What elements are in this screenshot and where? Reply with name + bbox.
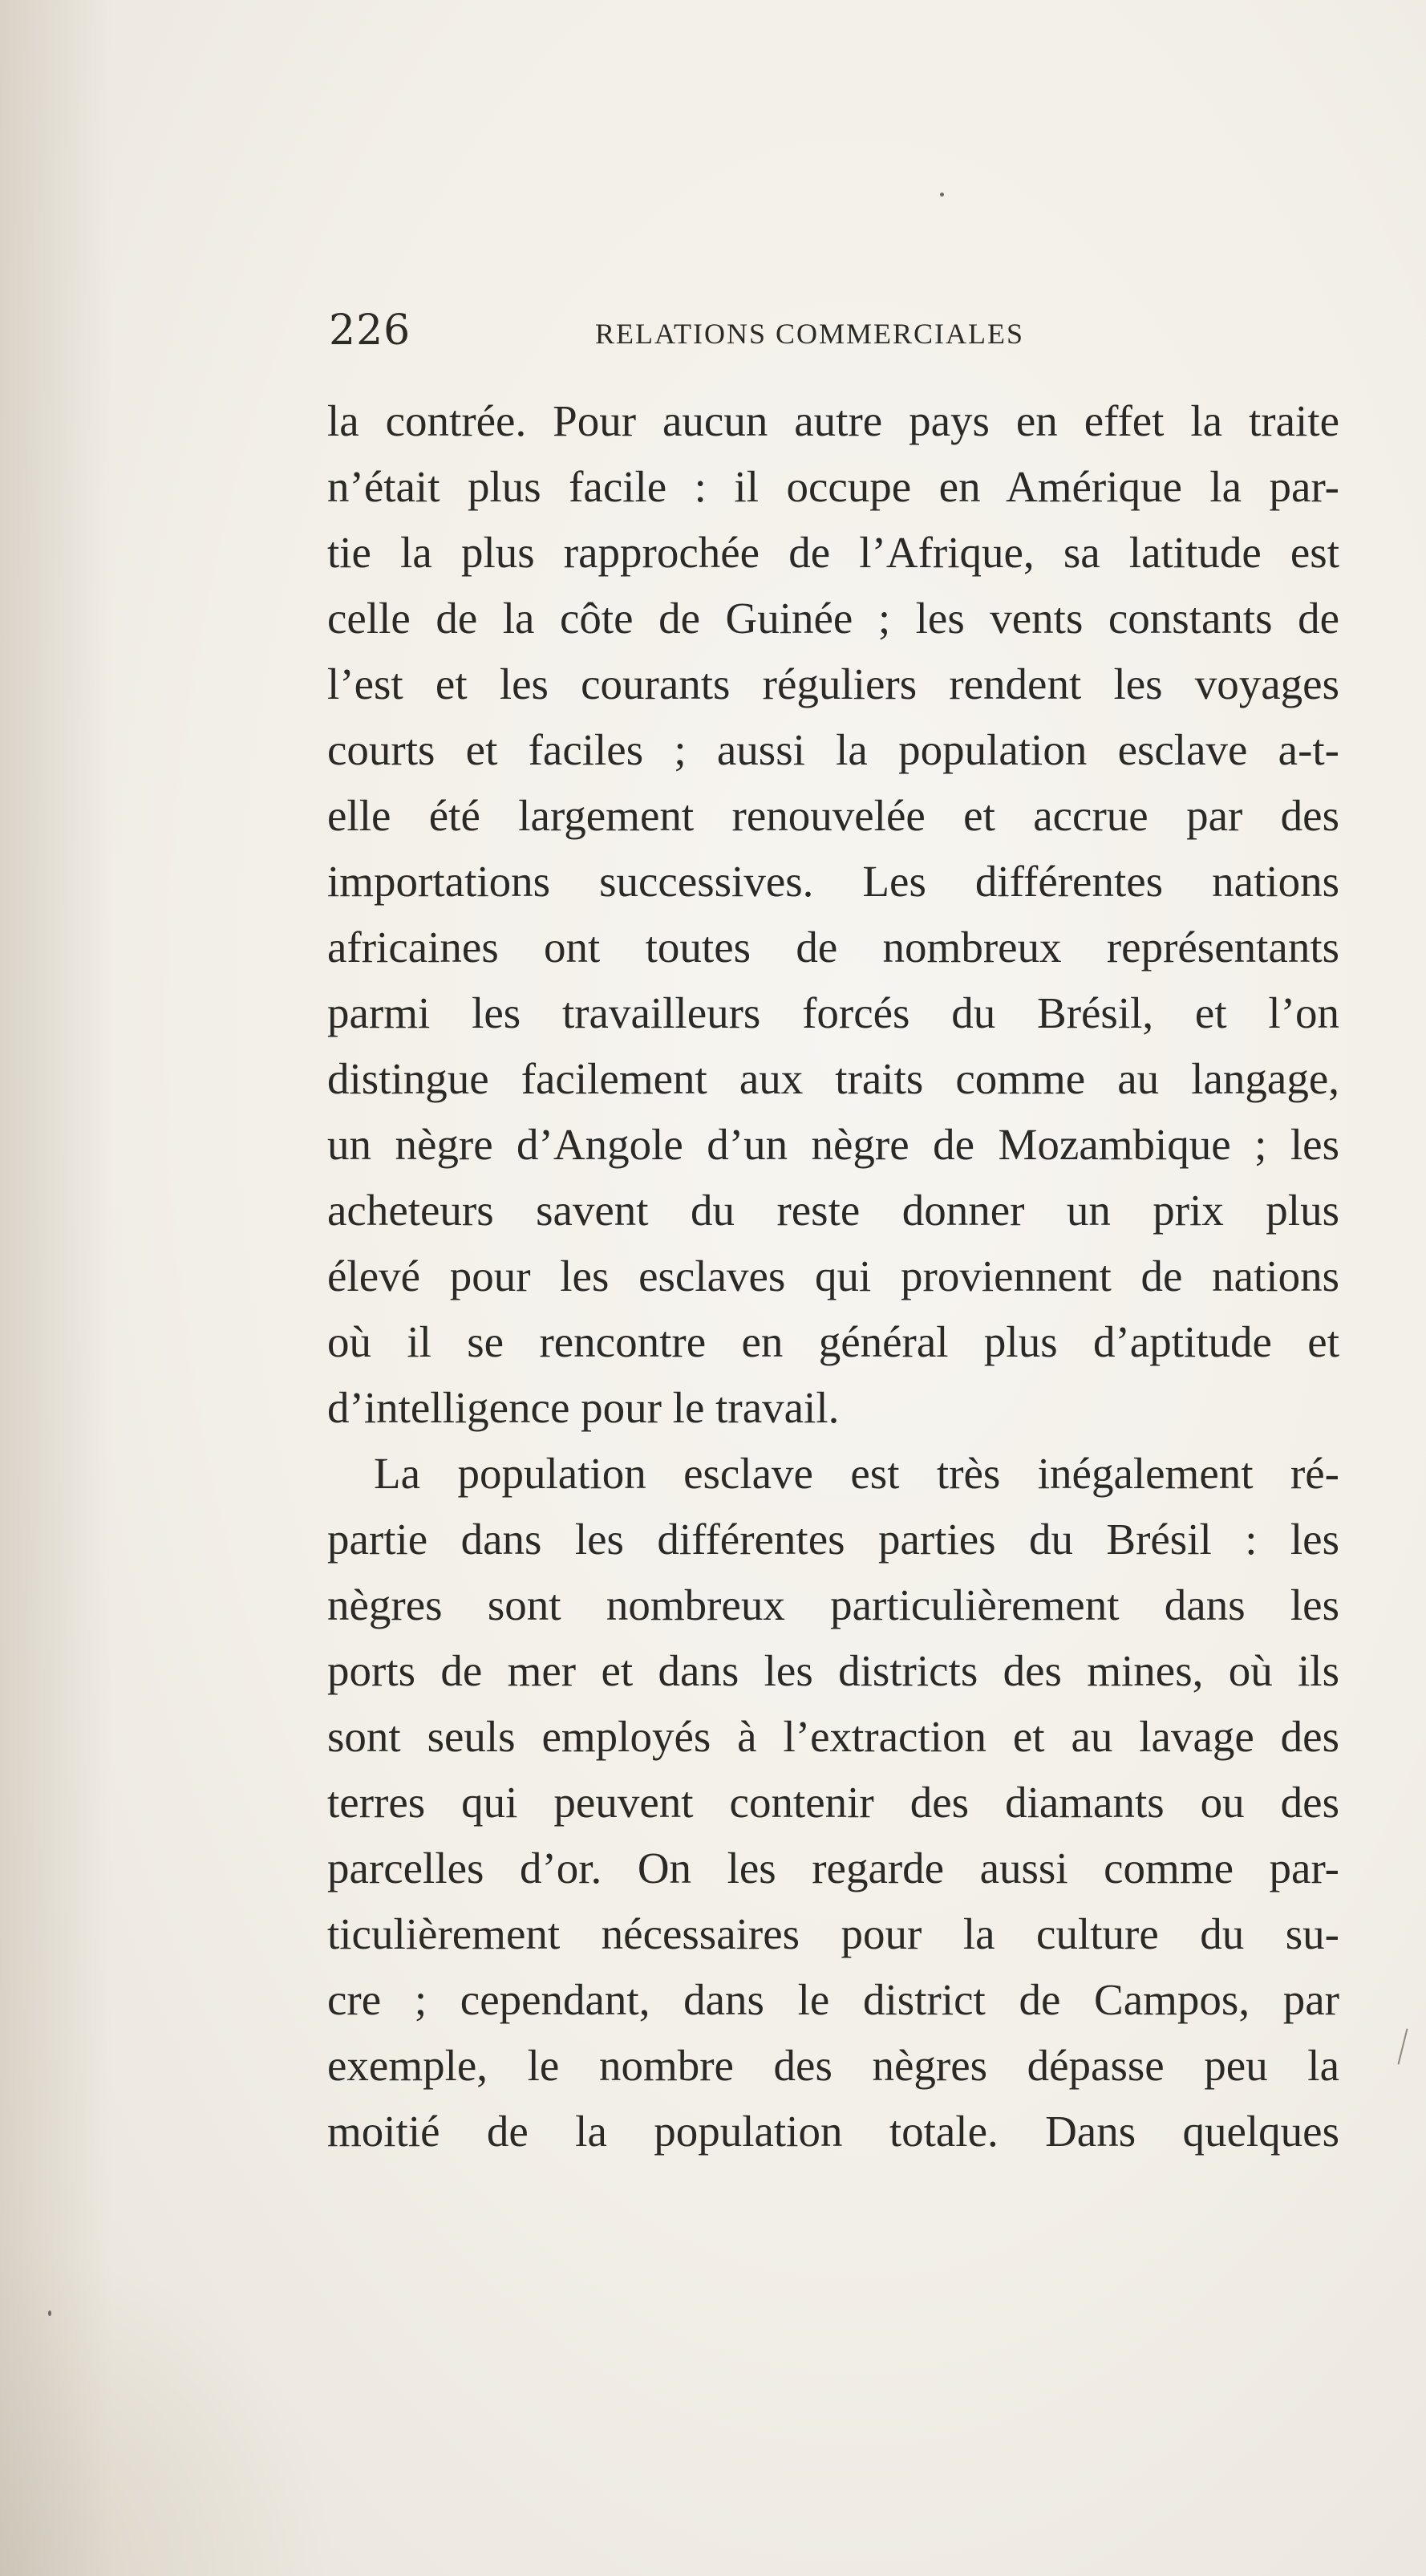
text-line: courts et faciles ; aussi la population esclave a-t- [327, 725, 1339, 774]
text-line: partie dans les différentes parties du Brésil : les [327, 1515, 1339, 1564]
text-line: un nègre d’Angole d’un nègre de Mozambique ; les [327, 1120, 1339, 1169]
pencil-mark [1397, 2028, 1408, 2064]
ink-speck [48, 2310, 51, 2316]
text-line: acheteurs savent du reste donner un prix plus [327, 1186, 1339, 1235]
text-line: d’intelligence pour le travail. [327, 1383, 840, 1432]
text-line: moitié de la population totale. Dans quelques [327, 2107, 1339, 2156]
text-line: où il se rencontre en général plus d’aptitude et [327, 1317, 1339, 1366]
paper-stain [0, 2239, 337, 2576]
text-line: n’était plus facile : il occupe en Amérique la par- [327, 462, 1339, 511]
text-line: parmi les travailleurs forcés du Brésil, et l’on [327, 988, 1339, 1037]
page-number: 226 [329, 306, 411, 355]
text-line: exemple, le nombre des nègres dépasse peu la [327, 2041, 1339, 2090]
text-line: nègres sont nombreux particulièrement dans les [327, 1580, 1339, 1629]
text-line: celle de la côte de Guinée ; les vents constants de [327, 594, 1339, 643]
text-line: terres qui peuvent contenir des diamants ou des [327, 1778, 1339, 1827]
ink-speck [940, 193, 944, 197]
text-line-content: La population esclave est très inégalement ré- [374, 1449, 1339, 1498]
text-line [327, 1441, 1339, 1507]
text-line: tie la plus rapprochée de l’Afrique, sa latitude est [327, 528, 1339, 577]
text-line: cre ; cependant, dans le district de Campos, par [327, 1975, 1339, 2024]
text-line: africaines ont toutes de nombreux représentants [327, 923, 1339, 972]
text-line: la contrée. Pour aucun autre pays en effet la traite [327, 396, 1339, 445]
page-shading [0, 0, 112, 2576]
text-line: élevé pour les esclaves qui proviennent de nations [327, 1251, 1339, 1300]
running-title: RELATIONS COMMERCIALES [595, 318, 1025, 350]
text-line: elle été largement renouvelée et accrue par des [327, 791, 1339, 840]
text-line: l’est et les courants réguliers rendent les voyages [327, 659, 1339, 708]
body-text [327, 388, 1339, 2164]
text-line: importations successives. Les différentes nations [327, 857, 1339, 906]
text-line: ticulièrement nécessaires pour la culture du su- [327, 1909, 1339, 1958]
text-line: parcelles d’or. On les regarde aussi comme par- [327, 1844, 1339, 1892]
running-head [329, 306, 1131, 355]
text-line: ports de mer et dans les districts des mines, où ils [327, 1646, 1339, 1695]
text-line: sont seuls employés à l’extraction et au lavage des [327, 1712, 1339, 1761]
text-line: distingue facilement aux traits comme au langage, [327, 1054, 1339, 1103]
